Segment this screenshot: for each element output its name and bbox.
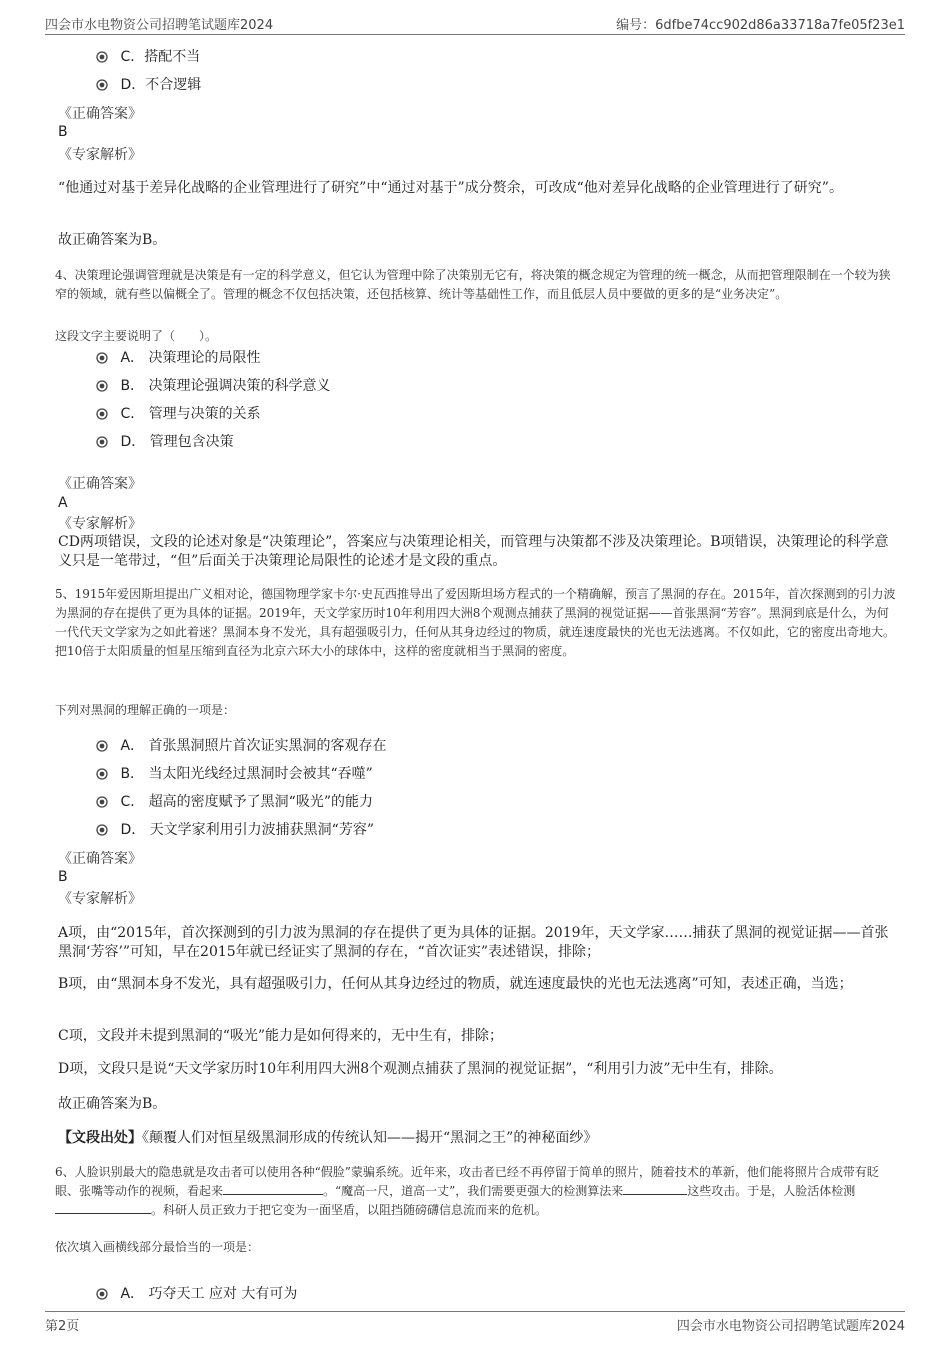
- radio-icon[interactable]: [96, 79, 108, 91]
- answer-value: B: [58, 124, 68, 140]
- radio-icon[interactable]: [96, 796, 108, 808]
- option-d[interactable]: D． 管理包含决策: [96, 432, 234, 452]
- option-b[interactable]: B． 当太阳光线经过黑洞时会被其“吞噬”: [96, 764, 373, 784]
- analysis-paragraph: B项，由“黑洞本身不发光，具有超强吸引力，任何从其身边经过的物质，就连速度最快的光也无法逃离”可知，表述正确，当选；: [58, 976, 853, 992]
- radio-icon[interactable]: [96, 352, 108, 364]
- radio-icon[interactable]: [96, 51, 108, 63]
- radio-icon[interactable]: [96, 436, 108, 448]
- option-d[interactable]: D． 天文学家利用引力波捕获黑洞“芳容”: [96, 820, 374, 840]
- header-title: 四会市水电物资公司招聘笔试题库2024: [45, 18, 274, 33]
- page-number: 第2页: [45, 1319, 80, 1334]
- radio-icon[interactable]: [96, 380, 108, 392]
- option-a[interactable]: A． 巧夺天工 应对 大有可为: [96, 1284, 297, 1304]
- answer-value: A: [58, 495, 68, 511]
- answer-tag: 《正确答案》: [58, 476, 142, 492]
- answer-tag: 《正确答案》: [58, 851, 142, 867]
- radio-icon[interactable]: [96, 408, 108, 420]
- option-a[interactable]: A． 决策理论的局限性: [96, 348, 260, 368]
- question-stem: 4、决策理论强调管理就是决策是有一定的科学意义，但它认为管理中除了决策别无它有，将决策的概念规定为管理的统一概念，从而把管理限制在一个较为狭窄的领域，就有些以偏概全了。管理的概念不仅包括决策，还包括核算、统计等基础性工作，而且低层人员中要做的更多的是“业务决定”。: [55, 268, 891, 301]
- analysis-tag: 《专家解析》: [58, 147, 142, 163]
- option-c[interactable]: C． 管理与决策的关系: [96, 404, 261, 424]
- option-a[interactable]: A． 首张黑洞照片首次证实黑洞的客观存在: [96, 736, 386, 756]
- fill-blank[interactable]: [223, 1182, 323, 1195]
- question-prompt: 这段文字主要说明了（ ）。: [55, 329, 218, 343]
- radio-icon[interactable]: [96, 740, 108, 752]
- option-b[interactable]: B． 决策理论强调决策的科学意义: [96, 376, 331, 396]
- analysis-paragraph: C项，文段并未提到黑洞的“吸光”能力是如何得来的，无中生有，排除；: [58, 1028, 504, 1044]
- page-footer: [45, 1311, 905, 1334]
- analysis-tag: 《专家解析》: [58, 891, 142, 907]
- answer-tag: 《正确答案》: [58, 106, 142, 122]
- analysis-paragraph: D项，文段只是说“天文学家历时10年利用四大洲8个观测点捕获了黑洞的视觉证据”，“利用引力波”无中生有，排除。: [58, 1061, 783, 1077]
- fill-blank[interactable]: [55, 1201, 151, 1214]
- footer-title: 四会市水电物资公司招聘笔试题库2024: [676, 1319, 905, 1334]
- answer-value: B: [58, 869, 68, 885]
- analysis-paragraph: CD两项错误，文段的论述对象是“决策理论”，答案应与决策理论相关，而管理与决策都不涉及决策理论。B项错误，决策理论的科学意义只是一笔带过，“但”后面关于决策理论局限性的论述才是文段的重点。: [58, 534, 889, 569]
- option-d[interactable]: D．不合逻辑: [96, 75, 201, 95]
- analysis-conclusion: 故正确答案为B。: [58, 1096, 167, 1112]
- question-prompt: 下列对黑洞的理解正确的一项是：: [55, 703, 236, 717]
- question-prompt: 依次填入画横线部分最恰当的一项是：: [55, 1240, 260, 1254]
- question-stem: 6、人脸识别最大的隐患就是攻击者可以使用各种“假脸”蒙骗系统。近年来，攻击者已经不再停留于简单的照片，随着技术的革新，他们能将照片合成带有眨眼、张嘴等动作的视频，看起来 。“魔高一尺，道高一丈”，我们需要更强大的检测算法来 这些攻击。于是，人脸活体检测。科研人员正致力于把它变为一面坚盾，以阻挡随磅礴信息流而来的危机。: [55, 1165, 879, 1217]
- source-line: 【文段出处】《颠覆人们对恒星级黑洞形成的传统认知——揭开“黑洞之王”的神秘面纱》: [58, 1130, 598, 1146]
- radio-icon[interactable]: [96, 824, 108, 836]
- option-c[interactable]: C．搭配不当: [96, 47, 200, 67]
- option-c[interactable]: C． 超高的密度赋予了黑洞“吸光”的能力: [96, 792, 373, 812]
- fill-blank[interactable]: [623, 1182, 687, 1195]
- analysis-paragraph: A项，由“2015年，首次探测到的引力波为黑洞的存在提供了更为具体的证据。2019年，天文学家……捕获了黑洞的视觉证据——首张黑洞‘芳容’”可知，早在2015年就已经证实了黑洞的存在，“首次证实”表述错误，排除；: [58, 925, 889, 960]
- analysis-conclusion: 故正确答案为B。: [58, 232, 167, 248]
- page-header: [45, 14, 905, 35]
- header-code: 编号：6dfbe74cc902d86a33718a7fe05f23e1: [616, 18, 905, 33]
- analysis-tag: 《专家解析》: [58, 516, 142, 532]
- radio-icon[interactable]: [96, 1288, 108, 1300]
- radio-icon[interactable]: [96, 768, 108, 780]
- analysis-paragraph: “他通过对基于差异化战略的企业管理进行了研究”中“通过对基于”成分赘余，可改成“他对差异化战略的企业管理进行了研究”。: [58, 180, 843, 196]
- question-stem: 5、1915年爱因斯坦提出广义相对论，德国物理学家卡尔·史瓦西推导出了爱因斯坦场方程式的一个精确解，预言了黑洞的存在。2015年，首次探测到的引力波为黑洞的存在提供了更为具体的证据。2019年，天文学家历时10年利用四大洲8个观测点捕获了黑洞的视觉证据——首张黑洞“芳容”。黑洞到底是什么，为何一代代天文学家为之如此着迷？黑洞本身不发光，具有超强吸引力，任何从其身边经过的物质，就连速度最快的光也无法逃离。不仅如此，它的密度出奇地大。把10倍于太阳质量的恒星压缩到直径为北京六环大小的球体中，这样的密度就相当于黑洞的密度。: [55, 587, 896, 658]
